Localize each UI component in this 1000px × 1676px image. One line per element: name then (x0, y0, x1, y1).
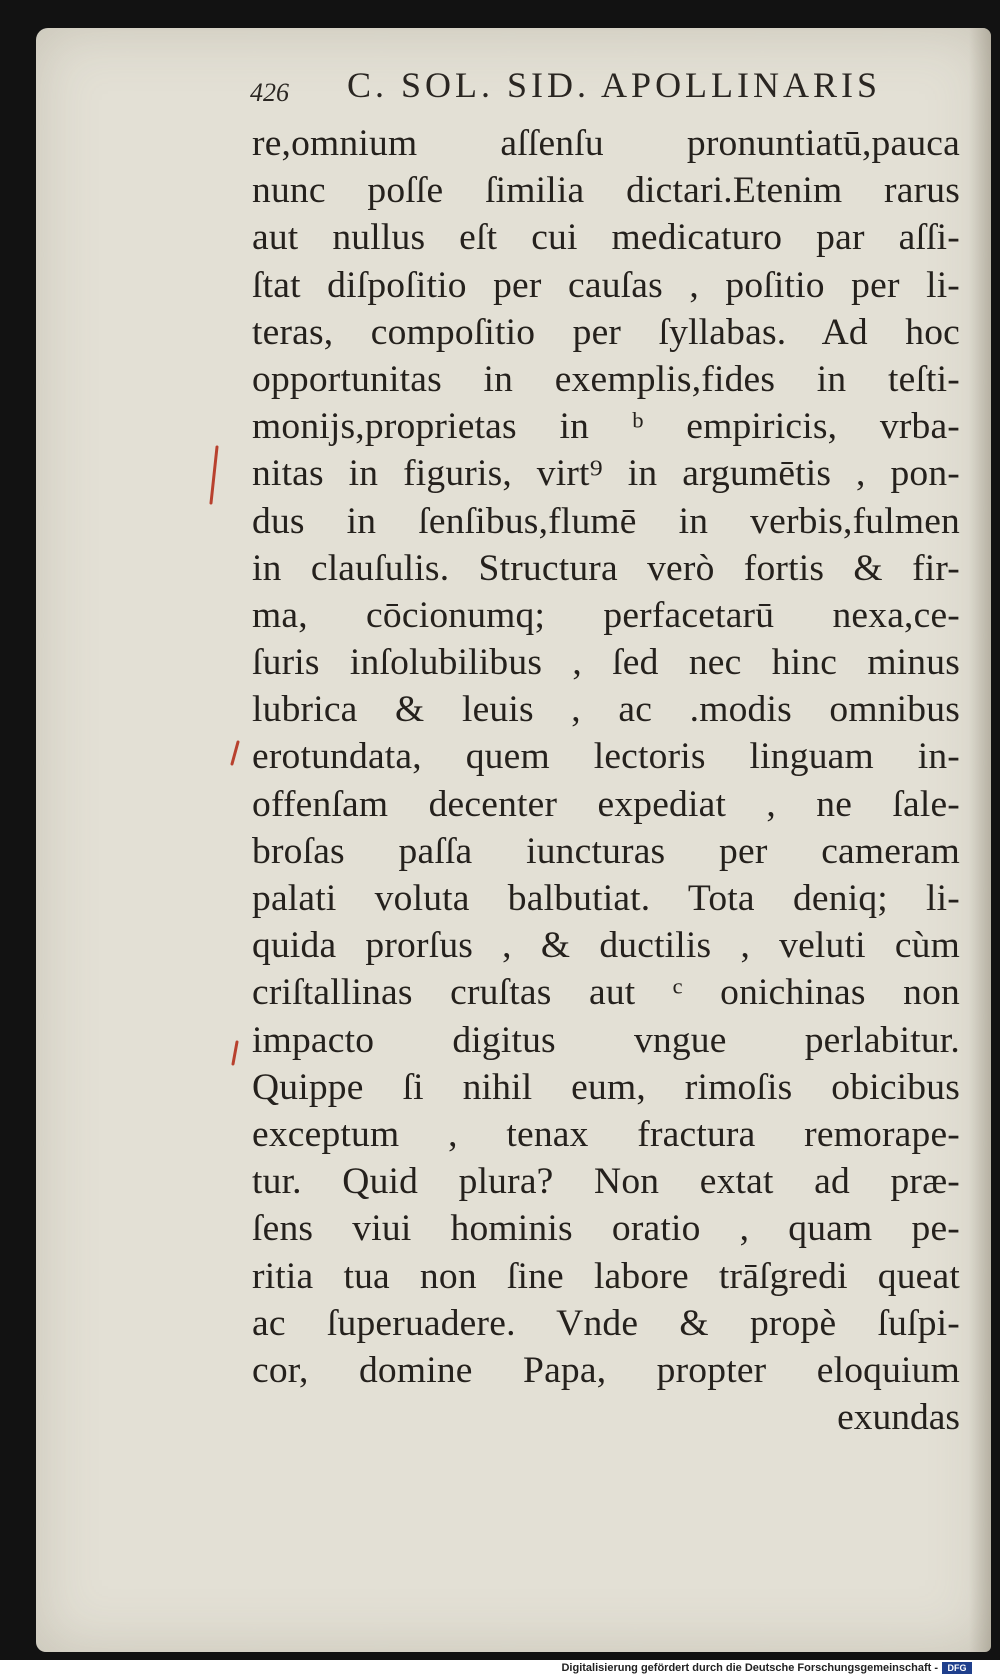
running-head-title: C. SOL. SID. APOLLINARIS (347, 65, 882, 105)
text-line: exceptum , tenax fractura remoraре- (252, 1113, 960, 1155)
page-number: 426 (250, 78, 289, 107)
text-line: aut nullus eſt cui medicaturo par aſſi- (252, 217, 960, 259)
text-line: ac ſuperuadere. Vnde & propè ſuſpi- (252, 1302, 960, 1344)
text-line: offenſam decenter expediat , ne ſale- (252, 783, 960, 825)
catchword: exundas (837, 1397, 960, 1439)
margin-mark-red-3 (228, 1040, 242, 1066)
running-head (250, 64, 970, 112)
text-line: teras, compoſitio per ſyllabas. Ad hoc (252, 311, 960, 353)
text-line: dus in ſenſibus,flumē in verbis,fulmen (252, 500, 960, 542)
text-line: re,omnium aſſenſu pronuntiatū,pauca (252, 123, 960, 164)
text-line: monijs,proprietas in ᵇ empiricis, vrba- (252, 406, 960, 448)
body-text (252, 120, 960, 1441)
text-line: nitas in figuris, virt⁹ in argumētis , pon- (252, 453, 960, 495)
text-line: opportunitas in exemplis,fides in teſti- (252, 358, 960, 400)
dfg-logo: DFG (942, 1662, 972, 1674)
page-fold-shadow (969, 28, 991, 1652)
margin-mark-red-1 (205, 445, 225, 505)
text-line: ſtat diſpoſitio per cauſas , poſitio per li- (252, 264, 960, 306)
margin-mark-red-2 (228, 740, 242, 766)
text-line: ſens viui hominis oratio , quam pe- (252, 1208, 960, 1250)
text-line: criſtallinas cruſtas aut ᶜ onichinas non (252, 972, 960, 1014)
digitization-credit: Digitalisierung gefördert durch die Deutsche Forschungsgemeinschaft - (561, 1662, 938, 1674)
text-line: ſuris inſolubilibus , ſed nec hinc minus (252, 642, 960, 684)
text-line: cor, domine Papa, propter eloquium (252, 1349, 960, 1391)
text-line: ritia tua non ſine labore trāſgredi queat (252, 1255, 960, 1297)
text-line: Quippe ſi nihil eum, rimoſis obicibus (252, 1066, 960, 1108)
text-line: nunc poſſe ſimilia dictari.Etenim rarus (252, 170, 960, 212)
text-line: quida prorſus , & ductilis , veluti cùm (252, 925, 960, 967)
text-line: lubrica & leuis , ac .modis omnibus (252, 689, 960, 731)
text-line: erotundata, quem lectoris linguam in- (252, 736, 960, 778)
text-line: tur. Quid plura? Non extat ad præ- (252, 1161, 960, 1203)
text-line: palati voluta balbutiat. Tota deniq; li- (252, 878, 960, 919)
text-line: broſas paſſa iuncturas per cameram (252, 830, 960, 872)
text-line: ma, cōcionumq; perfacetarū nexa,ce- (252, 594, 960, 636)
text-line: in clauſulis. Structura verò fortis & fir- (252, 547, 960, 589)
text-line: impacto digitus vngue perlabitur. (252, 1019, 960, 1061)
